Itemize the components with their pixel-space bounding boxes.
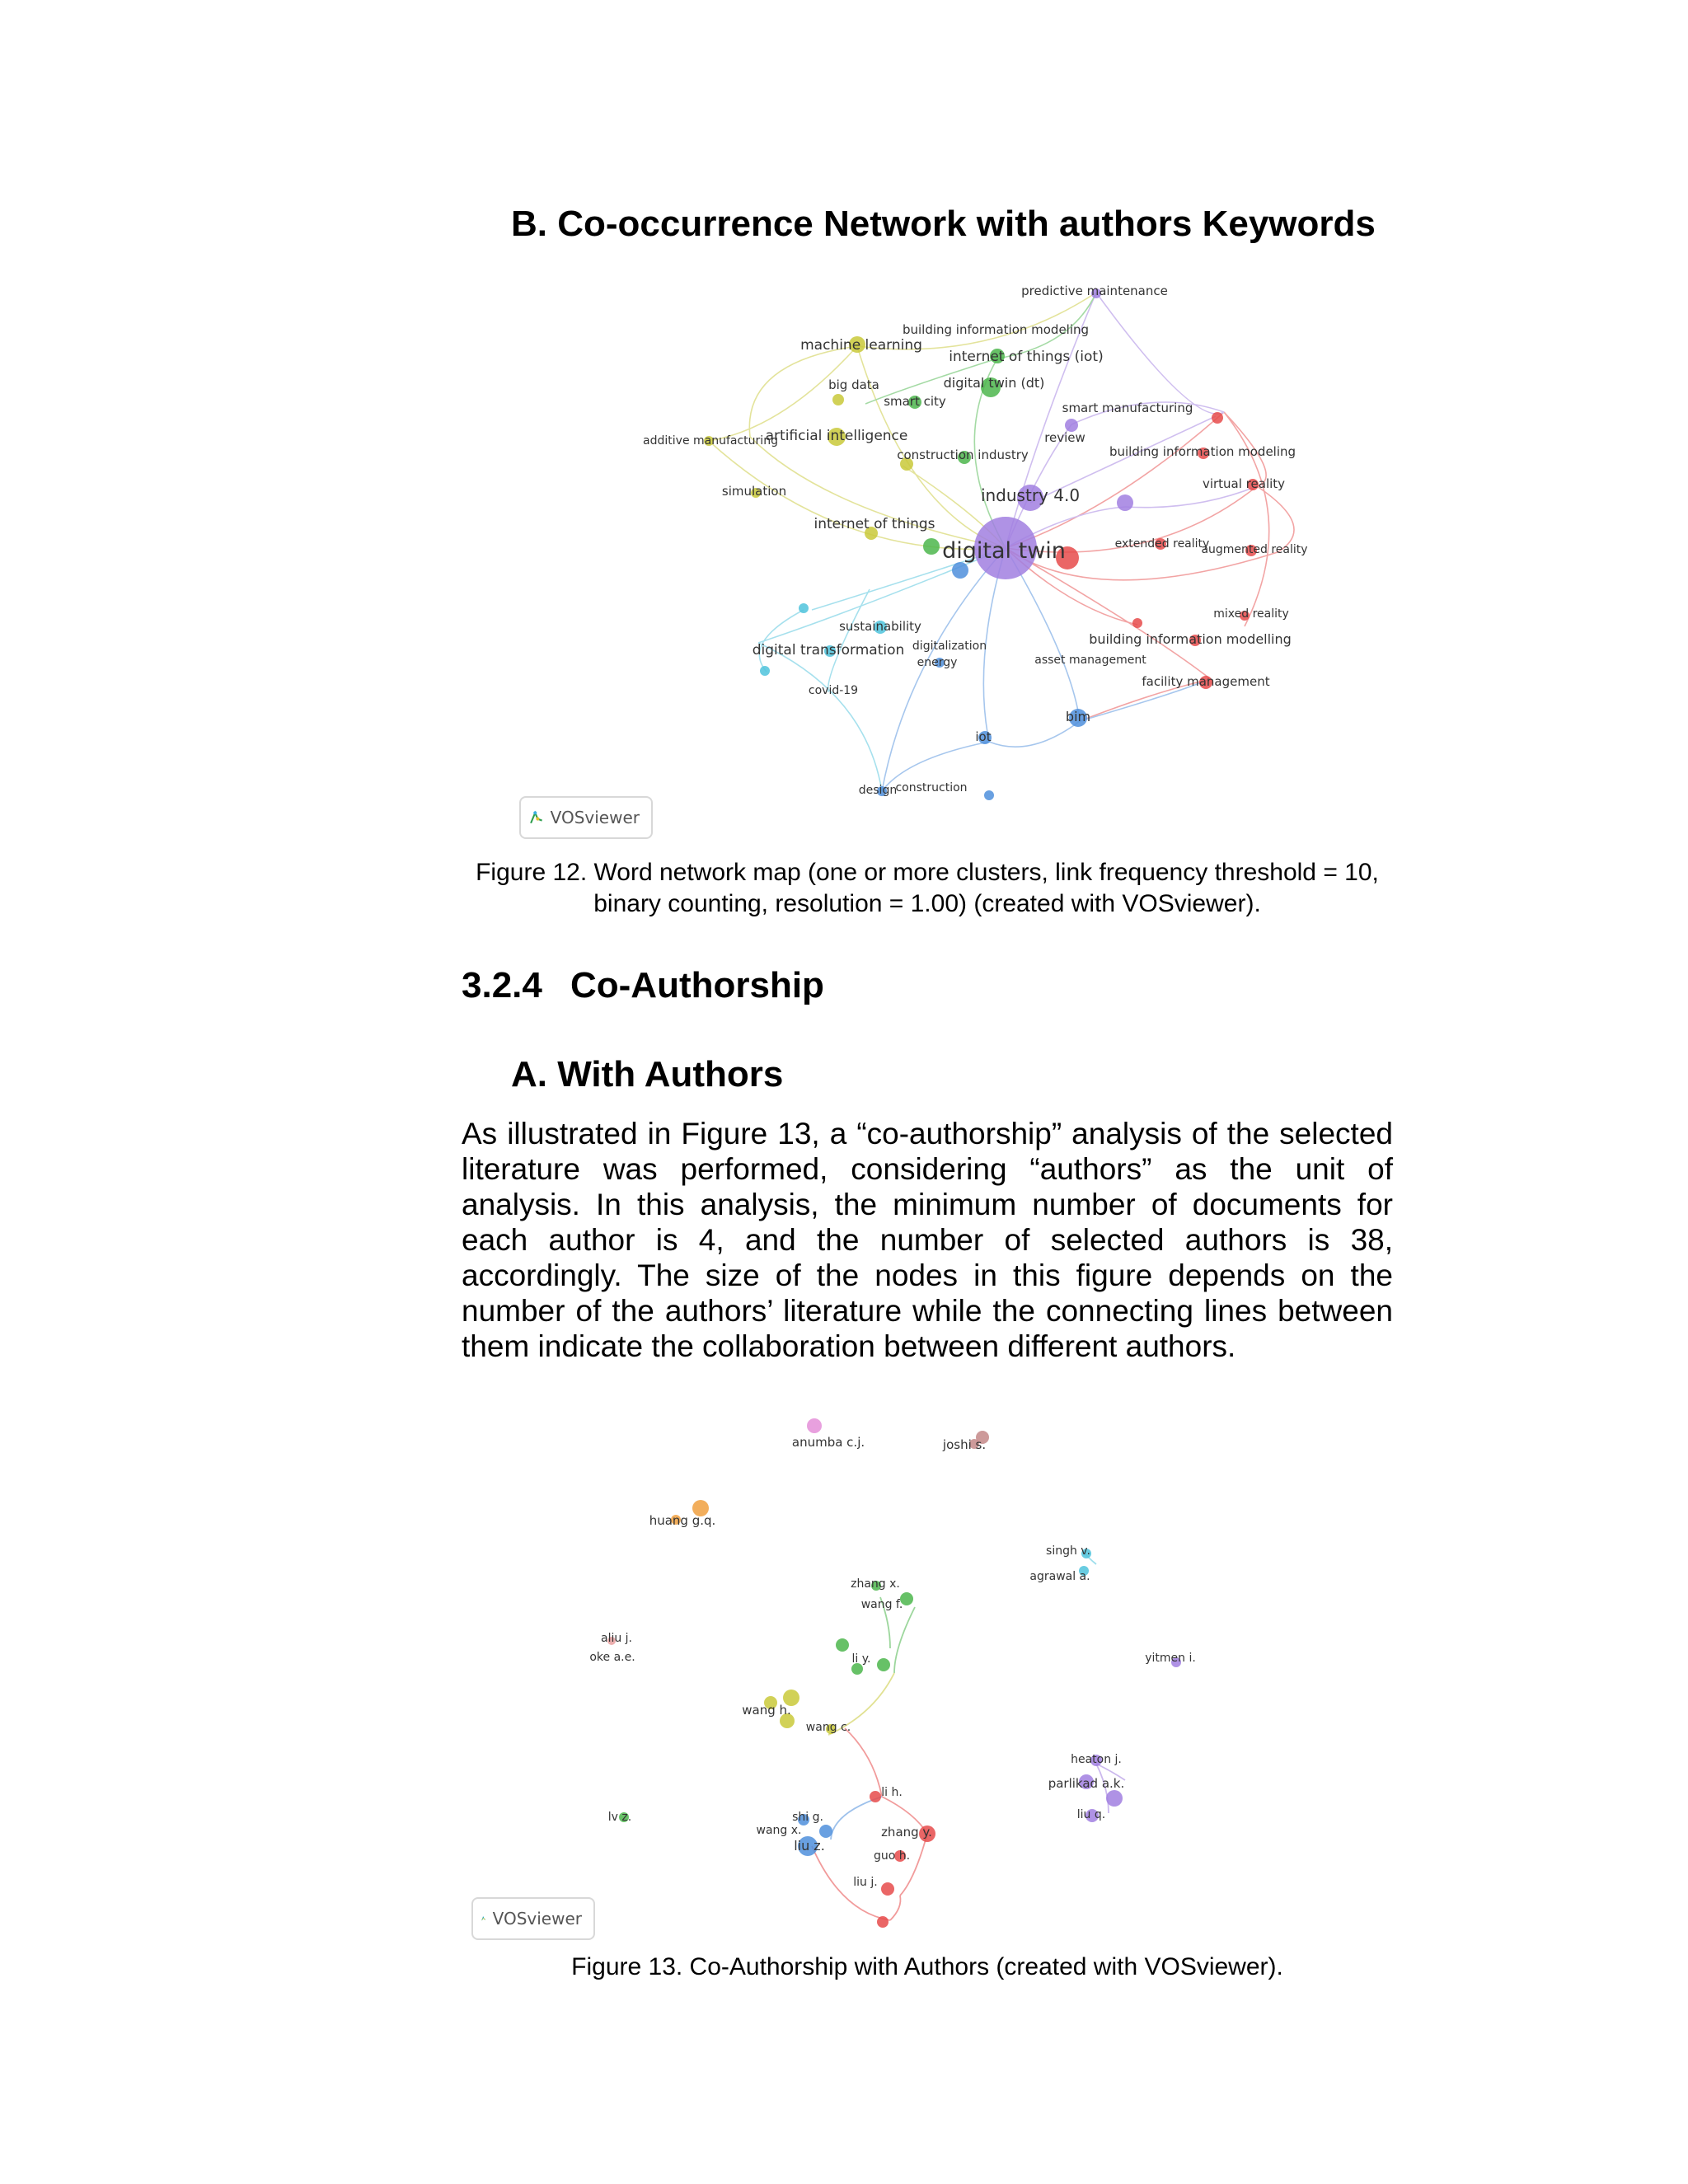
figure12-node-label: construction [895, 781, 968, 794]
figure12-node-label: building information modelling [1089, 631, 1292, 647]
figure-12-caption: Figure 12. Word network map (one or more clusters, link frequency threshold = 10, binary counting, resolution = 1.00) (created with VOSviewer). [476, 859, 1379, 917]
figure12-node-label: virtual reality [1202, 476, 1286, 491]
figure-13-coauthorship-map [0, 1401, 1688, 1945]
figure12-node [832, 394, 844, 405]
figure13-node-label: wang h. [742, 1703, 791, 1718]
figure13-node-label: liu z. [794, 1838, 825, 1854]
figure12-node [760, 666, 770, 676]
link [758, 643, 882, 791]
figure12-node-label: internet of things (iot) [949, 349, 1104, 365]
link [882, 548, 1006, 791]
figure-13-svg [0, 1401, 1688, 1945]
figure13-node-label: wang x. [756, 1824, 802, 1837]
figure13-node-label: zhang y. [881, 1825, 932, 1840]
figure13-node-label: li y. [851, 1652, 871, 1666]
figure13-node [836, 1638, 849, 1652]
figure12-node-label: digital twin (dt) [943, 375, 1045, 391]
figure12-node-label: covid-19 [808, 684, 859, 697]
link [1006, 412, 1224, 548]
figure13-node [807, 1418, 822, 1433]
section-title: Co-Authorship [570, 965, 824, 1005]
figure12-node-label: industry 4.0 [980, 485, 1081, 505]
figure12-node [952, 562, 968, 579]
figure12-node-label: building information modeling [902, 322, 1090, 337]
figure13-node-label: liu j. [853, 1876, 878, 1889]
figure13-node-label: shi g. [792, 1811, 823, 1824]
figure13-node [819, 1825, 832, 1838]
body-paragraph: As illustrated in Figure 13, a “co-authorship” analysis of the selected literature was performed, considering “authors” as the unit of analysis. In this analysis, the minimum number of documents for each author is 4, and the number of selected authors is 38, accordingly. The size of the nodes in this figure depends on the number of the authors’ literature while the connecting lines between them indicate the collaboration between different authors. [462, 1117, 1393, 1363]
figure12-node-label: artificial intelligence [765, 428, 908, 444]
figure12-node-label: predictive maintenance [1021, 284, 1168, 298]
figure12-node-label: energy [917, 656, 958, 669]
figure13-node [881, 1882, 894, 1896]
heading-with-authors: A. With Authors [511, 1054, 784, 1094]
figure12-node-label: internet of things [814, 516, 935, 532]
figure-12-svg [0, 264, 1688, 857]
figure12-node-label: digital transformation [752, 642, 905, 658]
figure12-node-label: mixed reality [1213, 607, 1289, 621]
figure13-node-label: anumba c.j. [791, 1435, 865, 1450]
figure13-node-label: heaton j. [1071, 1753, 1122, 1766]
figure12-node-label: additive manufacturing [643, 434, 778, 448]
figure13-node-label: huang g.q. [649, 1513, 716, 1528]
link [900, 1834, 927, 1896]
figure13-node-label: wang c. [805, 1721, 851, 1734]
figure13-node [1106, 1790, 1123, 1807]
figure12-node-label: asset management [1034, 654, 1146, 667]
link [989, 721, 1080, 747]
figure13-node-label: agrawal a. [1029, 1570, 1090, 1583]
vosviewer-badge-label: VOSviewer [550, 808, 640, 827]
figure13-node-label: oke a.e. [589, 1651, 635, 1664]
link [894, 1607, 915, 1673]
link [1257, 486, 1294, 552]
vosviewer-logo-icon [529, 804, 544, 832]
link [845, 1728, 882, 1797]
figure13-node-label: parlikad a.k. [1048, 1776, 1125, 1791]
vosviewer-badge-label: VOSviewer [492, 1909, 582, 1929]
vosviewer-badge [519, 796, 653, 839]
link [890, 1896, 901, 1920]
figure12-node [1212, 412, 1223, 424]
figure12-node-label: bim [1065, 709, 1091, 724]
figure12-node [1117, 494, 1133, 511]
figure12-node-label: facility management [1142, 674, 1270, 689]
figure13-node-label: li h. [881, 1786, 903, 1799]
link [831, 1797, 882, 1840]
link [1096, 293, 1224, 414]
figure12-node [923, 538, 940, 555]
figure12-node-label: simulation [721, 484, 787, 499]
figure13-node-label: lv z. [607, 1811, 632, 1824]
figure12-node-label: extended reality [1114, 537, 1210, 551]
figure12-node-label: smart city [884, 394, 946, 409]
figure12-node [799, 603, 809, 613]
figure12-node-label: big data [828, 377, 879, 392]
section-heading [462, 961, 824, 1010]
figure13-node-label: liu q. [1076, 1808, 1106, 1821]
figure13-node [870, 1791, 881, 1802]
figure12-node-label: digitalization [912, 640, 987, 653]
figure12-node-label: iot [975, 729, 992, 744]
figure13-node-label: joshi s. [942, 1437, 987, 1452]
figure13-node-label: aliu j. [600, 1632, 633, 1645]
figure12-node [1132, 618, 1142, 628]
figure12-node-label: smart manufacturing [1062, 401, 1193, 415]
vosviewer-badge [471, 1897, 595, 1940]
figure12-node-label: building information modeling [1109, 444, 1296, 459]
section-number: 3.2.4 [462, 965, 542, 1005]
figure13-node-label: zhang x. [851, 1577, 900, 1591]
vosviewer-logo-icon [481, 1905, 486, 1933]
figure12-node [984, 790, 994, 800]
figure-13-caption: Figure 13. Co-Authorship with Authors (created with VOSviewer). [571, 1953, 1283, 1980]
figure12-node-label: design [858, 784, 898, 797]
figure13-node-label: singh v. [1046, 1544, 1090, 1558]
figure12-node-label: augmented reality [1201, 543, 1308, 556]
figure12-node-label: construction industry [897, 448, 1029, 462]
heading-co-occurrence: B. Co-occurrence Network with authors Keywords [511, 204, 1376, 244]
figure13-node [877, 1658, 890, 1671]
figure12-node-label: sustainability [839, 619, 921, 634]
figure13-node-label: guo h. [873, 1849, 911, 1863]
figure12-node-label: digital twin [942, 538, 1066, 564]
figure13-node [877, 1916, 889, 1928]
figure13-node-label: wang f. [860, 1598, 903, 1611]
figure12-node-label: machine learning [800, 337, 922, 354]
figure13-node-label: yitmen i. [1145, 1652, 1196, 1665]
link [709, 346, 857, 441]
figure-12-network-map [0, 264, 1688, 857]
figure12-node-label: review [1044, 430, 1085, 445]
